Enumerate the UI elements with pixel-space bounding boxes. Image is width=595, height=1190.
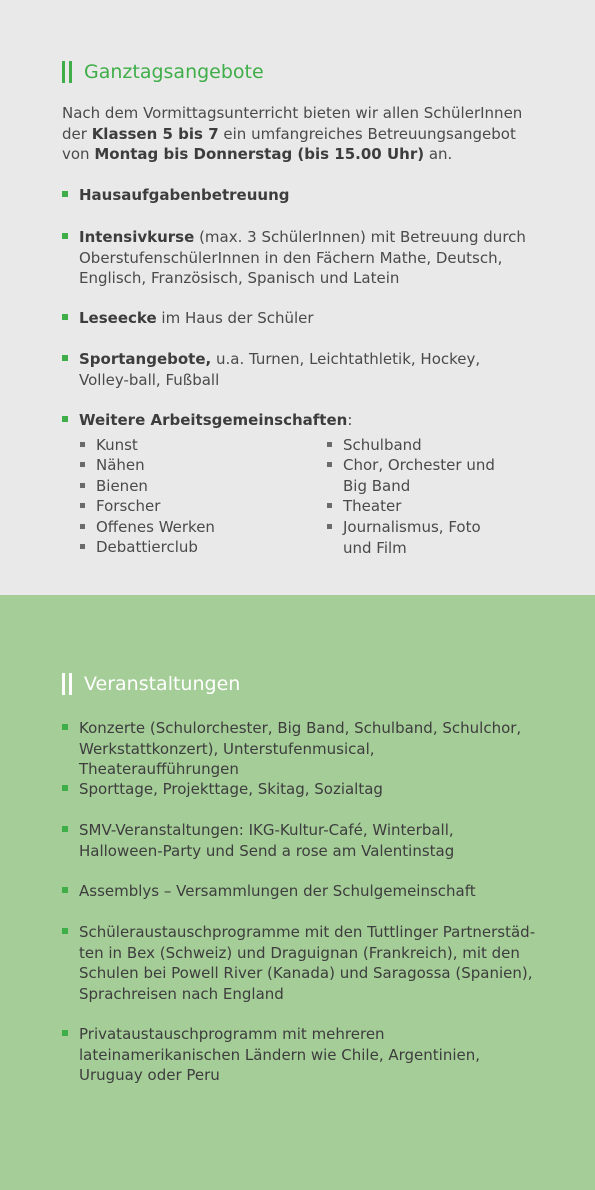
item-text: im Haus der Schüler [156,309,314,327]
item-bold: Weitere Arbeitsgemeinschaften [79,411,348,429]
item-text: (max. 3 SchülerInnen) mit Betreuung durch OberstufenschülerInnen in den Fächern Mathe, Deutsch, Englisch, Französisch, Spanisch und Latein [79,228,526,287]
list-item: Sporttage, Projekttage, Skitag, Sozialtag [79,779,539,800]
list-item: Privataustauschprogramm mit mehreren lateinamerikanischen Ländern wie Chile, Argentinien, Uruguay oder Peru [79,1024,539,1086]
ag-item: Offenes Werken [96,517,306,538]
item-bold: Sportangebote, [79,350,212,368]
list-item [79,349,519,390]
intro-text-3: an. [424,145,453,163]
intro-bold-1: Klassen 5 bis 7 [91,124,219,143]
intro-bold-2: Montag bis Donnerstag (bis 15.00 Uhr) [94,145,425,163]
list-item [79,185,539,206]
ganztag-heading [62,61,264,83]
double-bar-icon [62,61,72,83]
list-item: SMV-Veranstaltungen: IKG-Kultur-Café, Winterball, Halloween-Party und Send a rose am Valentinstag [79,820,539,861]
ag-item: Schulband [343,435,513,456]
ag-item: Journalismus, Foto und Film [343,517,513,558]
list-item: Konzerte (Schulorchester, Big Band, Schulband, Schulchor, Werkstattkonzert), Unterstufenmusical, Theateraufführungen [79,718,539,780]
item-text: : [347,411,353,429]
list-item: Schüleraustauschprogramme mit den Tuttlinger Partnerstäd-ten in Bex (Schweiz) und Draguignan (Frankreich), mit den Schulen bei Powell River (Kanada) und Saragossa (Spanien), Sprachreisen nach England [79,922,539,1004]
ganztag-intro [62,103,542,165]
ag-item: Nähen [96,455,306,476]
ag-item: Chor, Orchester und Big Band [343,455,513,496]
ag-item: Debattierclub [96,537,306,558]
veranstaltungen-heading [62,673,240,695]
list-item [79,410,539,431]
double-bar-icon [62,673,72,695]
ag-item: Forscher [96,496,306,517]
veranstaltungen-section [0,595,595,1190]
ag-item: Theater [343,496,513,517]
intro-text-1: Nach dem Vormittagsunterricht bieten wir allen SchülerInnen der [62,104,523,143]
ganztag-title: Ganztagsangebote [84,61,264,83]
veranstaltungen-title: Veranstaltungen [84,673,241,695]
list-item [79,308,539,329]
item-bold: Intensivkurse [79,228,195,246]
ag-item: Kunst [96,435,306,456]
ag-item: Bienen [96,476,306,497]
list-item: Assemblys – Versammlungen der Schulgemeinschaft [79,881,539,902]
item-text: u.a. Turnen, Leichtathletik, Hockey, Volley-ball, Fußball [79,350,481,389]
intro-text-2: ein umfangreiches Betreuungsangebot von [62,124,516,163]
item-bold: Hausaufgabenbetreuung [79,186,290,204]
item-bold: Leseecke [79,309,157,327]
list-item [79,227,539,289]
